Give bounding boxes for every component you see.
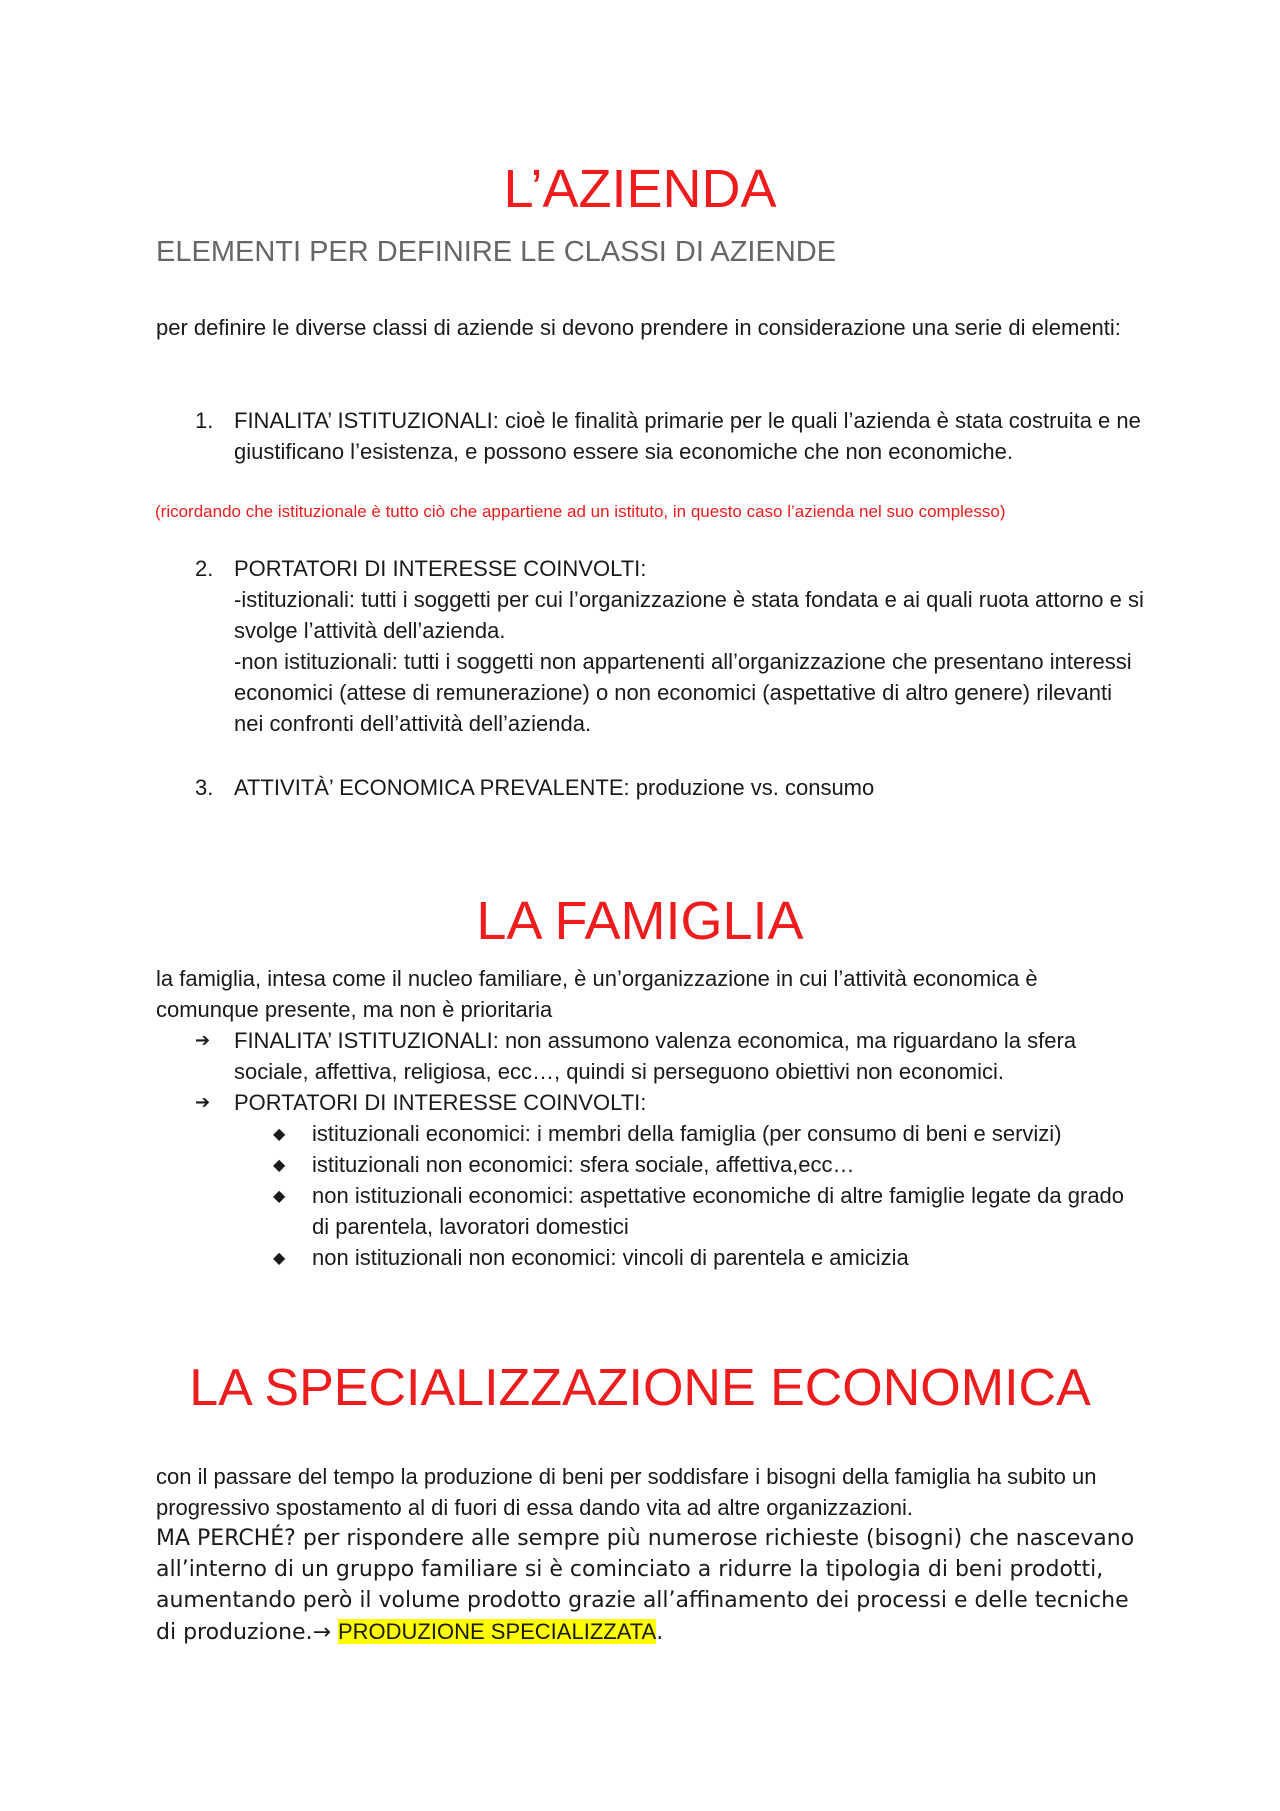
item-number: 3. [195, 775, 214, 800]
item-text-heading: PORTATORI DI INTERESSE COINVOLTI: [234, 556, 647, 581]
paragraph-2-text: MA PERCHÉ? per rispondere alle sempre più numerose richieste (bisogni) che nascevano all’interno di un gruppo familiare si è cominciato a ridurre la tipologia di beni prodotti, aumentando però il volume prodotto grazie all’affinamento dei processi e delle tecniche di produzione.→ [156, 1526, 1135, 1645]
diamond-bullet-icon: ◆ [273, 1186, 286, 1205]
diamond-item-4 [273, 1242, 1143, 1273]
diamond-item-3 [273, 1180, 1143, 1242]
diamond-bullet-icon: ◆ [273, 1248, 286, 1267]
section-title-azienda: L’AZIENDA [503, 159, 777, 219]
arrow-item-finalita [195, 1025, 1145, 1087]
diamond-item-text: istituzionali economici: i membri della famiglia (per consumo di beni e servizi) [312, 1121, 1062, 1146]
item-text: FINALITA’ ISTITUZIONALI: cioè le finalità primarie per le quali l’azienda è stata costruita e ne giustificano l’esistenza, e possono essere sia economiche che non economiche. [234, 408, 1141, 464]
arrow-icon: ➔ [195, 1092, 211, 1113]
paragraph-2-end: . [656, 1620, 664, 1645]
item-text-non-istituzionali: -non istituzionali: tutti i soggetti non appartenenti all’organizzazione che presentano interessi economici (attese di remunerazione) o non economici (aspettative di altro genere) rilevanti nei confronti dell’attività dell’azienda. [234, 649, 1132, 736]
numbered-item-1 [195, 405, 1145, 467]
specializzazione-paragraph-1: con il passare del tempo la produzione di beni per soddisfare i bisogni della famiglia ha subito un progressivo spostamento al di fuori di essa dando vita ad altre organizzazioni. [156, 1464, 1097, 1520]
famiglia-intro: la famiglia, intesa come il nucleo familiare, è un’organizzazione in cui l’attività economica è comunque presente, ma non è prioritaria [156, 966, 1038, 1022]
intro-paragraph: per definire le diverse classi di aziende si devono prendere in considerazione una serie di elementi: [156, 315, 1121, 340]
diamond-item-2 [273, 1149, 1143, 1180]
arrow-item-text: FINALITA’ ISTITUZIONALI: non assumono valenza economica, ma riguardano la sfera sociale, affettiva, religiosa, ecc…, quindi si perseguono obiettivi non economici. [234, 1028, 1077, 1084]
diamond-item-text: non istituzionali economici: aspettative economiche di altre famiglie legate da grado di parentela, lavoratori domestici [312, 1183, 1125, 1239]
specializzazione-paragraph-2 [156, 1523, 1146, 1648]
diamond-bullet-icon: ◆ [273, 1124, 286, 1143]
item-text: ATTIVITÀ’ ECONOMICA PREVALENTE: produzione vs. consumo [234, 775, 875, 800]
item-text-istituzionali: -istituzionali: tutti i soggetti per cui l’organizzazione è stata fondata e ai quali ruota attorno e si svolge l’attività dell’azienda. [234, 587, 1144, 643]
item-number: 1. [195, 408, 214, 433]
diamond-item-text: non istituzionali non economici: vincoli di parentela e amicizia [312, 1245, 909, 1270]
section-title-specializzazione: LA SPECIALIZZAZIONE ECONOMICA [189, 1359, 1091, 1417]
red-note: (ricordando che istituzionale è tutto ciò che appartiene ad un istituto, in questo caso l’azienda nel suo complesso) [155, 502, 1006, 521]
numbered-item-2 [195, 553, 1145, 739]
numbered-item-3 [195, 772, 1145, 803]
section-title-famiglia: LA FAMIGLIA [476, 891, 804, 951]
diamond-bullet-icon: ◆ [273, 1155, 286, 1174]
arrow-item-text: PORTATORI DI INTERESSE COINVOLTI: [234, 1090, 647, 1115]
diamond-item-1 [273, 1118, 1143, 1149]
arrow-item-portatori [195, 1087, 1145, 1118]
item-number: 2. [195, 556, 214, 581]
highlighted-term: PRODUZIONE SPECIALIZZATA [337, 1619, 657, 1644]
arrow-icon: ➔ [195, 1030, 211, 1051]
section-subtitle: ELEMENTI PER DEFINIRE LE CLASSI DI AZIENDE [156, 236, 837, 268]
diamond-item-text: istituzionali non economici: sfera sociale, affettiva,ecc… [312, 1152, 855, 1177]
